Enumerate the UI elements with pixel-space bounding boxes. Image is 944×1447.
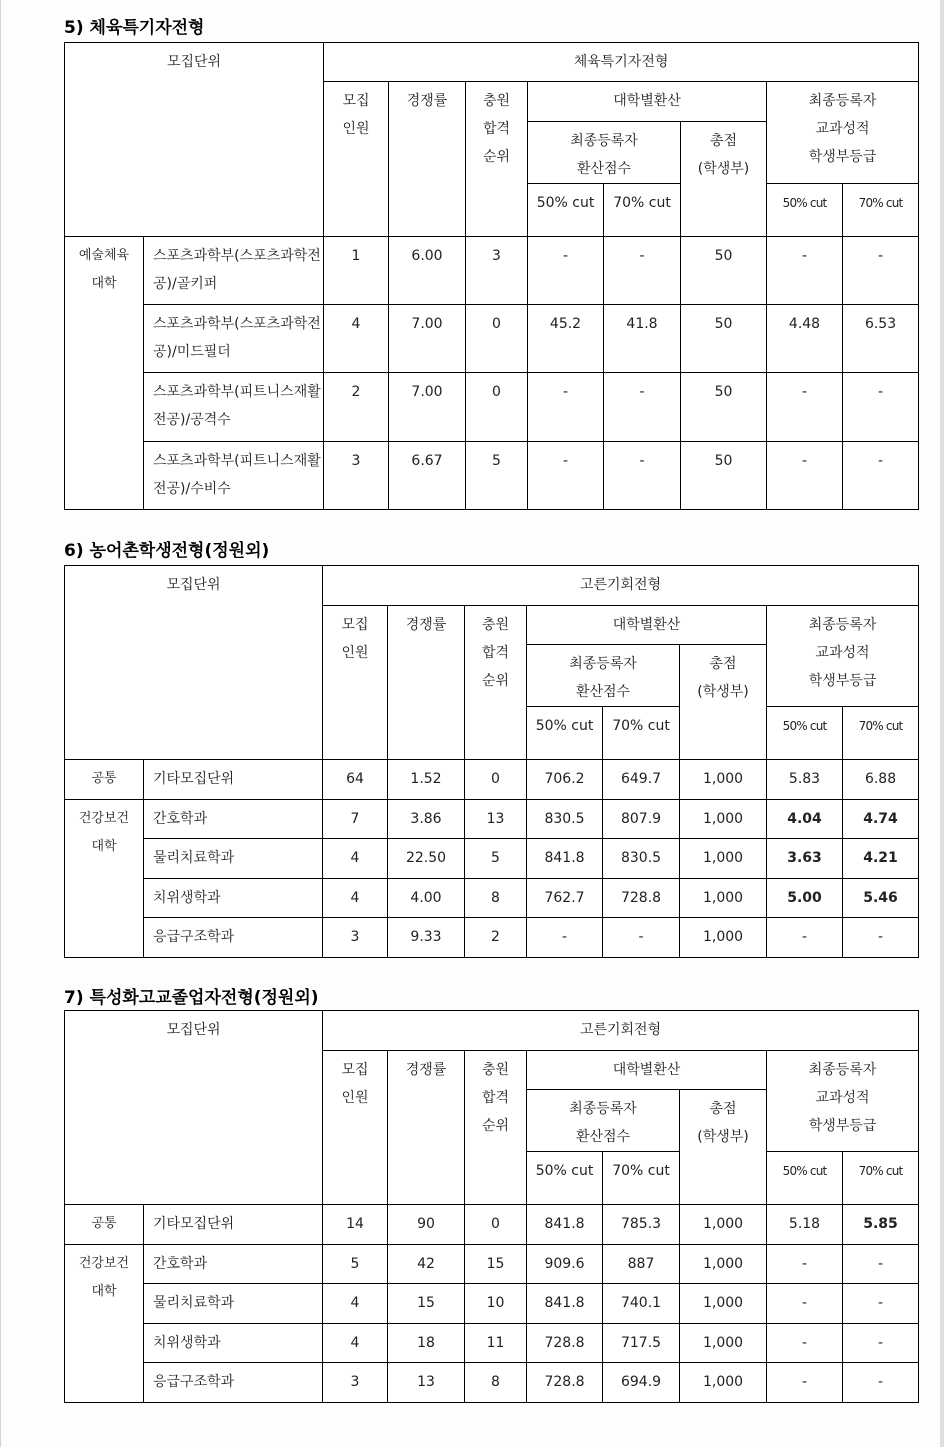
rank-cell: 11 (465, 1324, 527, 1363)
grade50-cell: - (767, 237, 843, 305)
rank-cell: 0 (466, 305, 528, 373)
recruit-cell: 14 (323, 1205, 388, 1245)
header-recruit-unit: 모집단위 (65, 566, 323, 760)
header-waitlist-rank: 충원 합격 순위 (466, 82, 528, 237)
table-row (65, 373, 919, 442)
total-cell: 1,000 (680, 1324, 767, 1363)
unit-cell: 스포츠과학부(스포츠과학전공)/미드필더 (144, 305, 324, 373)
header-admission-type: 고른기회전형 (323, 566, 919, 606)
grade50-cell: - (767, 1245, 843, 1284)
total-cell: 1,000 (680, 800, 767, 839)
total-cell: 50 (681, 237, 767, 305)
header-grade-cut50: 50% cut (767, 707, 843, 760)
total-cell: 1,000 (680, 1284, 767, 1324)
grade70-cell: - (843, 918, 919, 958)
cut70-cell: 728.8 (603, 879, 680, 918)
cut70-cell: 740.1 (603, 1284, 680, 1324)
header-cut50: 50% cut (527, 1152, 603, 1205)
grade50-cell: 5.83 (767, 760, 843, 800)
total-cell: 1,000 (680, 879, 767, 918)
table-row (65, 800, 919, 839)
recruit-cell: 4 (323, 1324, 388, 1363)
grade50-cell: 5.00 (767, 879, 843, 918)
rank-cell: 5 (466, 442, 528, 510)
rate-cell: 7.00 (389, 305, 466, 373)
rate-cell: 90 (388, 1205, 465, 1245)
rank-cell: 15 (465, 1245, 527, 1284)
header-cut50: 50% cut (527, 707, 603, 760)
section-title: 5) 체육특기자전형 (64, 18, 205, 38)
header-final-reg-grade: 최종등록자 교과성적 학생부등급 (767, 82, 919, 184)
cut50-cell: - (527, 918, 603, 958)
grade50-cell: - (767, 918, 843, 958)
header-recruit-count: 모집 인원 (323, 1051, 388, 1205)
grade70-cell: - (843, 237, 919, 305)
college-cell: 공통 (65, 760, 144, 800)
header-final-reg-score: 최종등록자 환산점수 (528, 122, 681, 184)
header-recruit-count: 모집 인원 (324, 82, 389, 237)
cut70-cell: - (604, 373, 681, 442)
header-waitlist-rank: 충원 합격 순위 (465, 1051, 527, 1205)
header-grade-cut70: 70% cut (843, 707, 919, 760)
admission-table (64, 565, 919, 958)
header-admission-type: 고른기회전형 (323, 1011, 919, 1051)
college-cell: 공통 (65, 1205, 144, 1245)
cut50-cell: 728.8 (527, 1324, 603, 1363)
header-grade-cut70: 70% cut (843, 184, 919, 237)
rank-cell: 10 (465, 1284, 527, 1324)
grade70-cell: - (843, 373, 919, 442)
cut70-cell: 830.5 (603, 839, 680, 879)
cut70-cell: - (604, 442, 681, 510)
header-admission-type: 체육특기자전형 (324, 43, 919, 82)
table-row (65, 442, 919, 510)
grade70-cell: - (843, 1363, 919, 1403)
header-waitlist-rank: 충원 합격 순위 (465, 606, 527, 760)
recruit-cell: 3 (323, 918, 388, 958)
grade70-cell: 4.74 (843, 800, 919, 839)
table-row (65, 918, 919, 958)
recruit-cell: 4 (323, 1284, 388, 1324)
rank-cell: 8 (465, 1363, 527, 1403)
rate-cell: 18 (388, 1324, 465, 1363)
grade70-cell: - (843, 1245, 919, 1284)
cut50-cell: 841.8 (527, 1284, 603, 1324)
grade70-cell: - (843, 1284, 919, 1324)
total-cell: 50 (681, 305, 767, 373)
grade50-cell: 4.48 (767, 305, 843, 373)
header-grade-cut50: 50% cut (767, 184, 843, 237)
grade50-cell: - (767, 373, 843, 442)
total-cell: 1,000 (680, 1363, 767, 1403)
unit-cell: 기타모집단위 (144, 1205, 323, 1245)
unit-cell: 치위생학과 (144, 1324, 323, 1363)
section-title: 6) 농어촌학생전형(정원외) (64, 541, 270, 561)
grade70-cell: 6.88 (843, 760, 919, 800)
header-recruit-count: 모집 인원 (323, 606, 388, 760)
header-competition-rate: 경쟁률 (388, 1051, 465, 1205)
header-univ-conversion: 대학별환산 (527, 606, 767, 645)
grade50-cell: 3.63 (767, 839, 843, 879)
cut70-cell: 717.5 (603, 1324, 680, 1363)
header-univ-conversion: 대학별환산 (527, 1051, 767, 1090)
header-competition-rate: 경쟁률 (389, 82, 466, 237)
table-row (65, 1205, 919, 1245)
grade70-cell: - (843, 1324, 919, 1363)
rate-cell: 3.86 (388, 800, 465, 839)
recruit-cell: 3 (323, 1363, 388, 1403)
grade50-cell: - (767, 1284, 843, 1324)
grade70-cell: 5.46 (843, 879, 919, 918)
total-cell: 1,000 (680, 839, 767, 879)
admission-table (64, 1010, 919, 1403)
cut70-cell: 649.7 (603, 760, 680, 800)
table-row (65, 237, 919, 305)
cut50-cell: 706.2 (527, 760, 603, 800)
header-univ-conversion: 대학별환산 (528, 82, 767, 122)
cut50-cell: - (528, 237, 604, 305)
recruit-cell: 1 (324, 237, 389, 305)
total-cell: 1,000 (680, 1205, 767, 1245)
header-total-score: 총점 (학생부) (681, 122, 767, 237)
total-cell: 1,000 (680, 760, 767, 800)
rate-cell: 6.00 (389, 237, 466, 305)
college-cell: 건강보건 대학 (65, 1245, 144, 1403)
grade70-cell: 4.21 (843, 839, 919, 879)
cut70-cell: 807.9 (603, 800, 680, 839)
cut50-cell: - (528, 373, 604, 442)
header-cut50: 50% cut (528, 184, 604, 237)
recruit-cell: 5 (323, 1245, 388, 1284)
header-grade-cut70: 70% cut (843, 1152, 919, 1205)
cut70-cell: - (604, 237, 681, 305)
grade70-cell: - (843, 442, 919, 510)
header-cut70: 70% cut (603, 1152, 680, 1205)
rate-cell: 7.00 (389, 373, 466, 442)
rank-cell: 0 (465, 760, 527, 800)
college-cell: 건강보건 대학 (65, 800, 144, 958)
recruit-cell: 4 (323, 839, 388, 879)
cut70-cell: 887 (603, 1245, 680, 1284)
total-cell: 50 (681, 373, 767, 442)
grade70-cell: 6.53 (843, 305, 919, 373)
college-cell: 예술체육 대학 (65, 237, 144, 510)
rate-cell: 22.50 (388, 839, 465, 879)
cut50-cell: 909.6 (527, 1245, 603, 1284)
rate-cell: 4.00 (388, 879, 465, 918)
cut70-cell: 694.9 (603, 1363, 680, 1403)
rate-cell: 42 (388, 1245, 465, 1284)
section-sports-specialist (64, 17, 919, 510)
rank-cell: 3 (466, 237, 528, 305)
recruit-cell: 64 (323, 760, 388, 800)
total-cell: 1,000 (680, 1245, 767, 1284)
header-competition-rate: 경쟁률 (388, 606, 465, 760)
header-recruit-unit: 모집단위 (65, 43, 324, 237)
rank-cell: 0 (465, 1205, 527, 1245)
unit-cell: 간호학과 (144, 1245, 323, 1284)
page-left-border (0, 0, 1, 1447)
header-final-reg-grade: 최종등록자 교과성적 학생부등급 (767, 606, 919, 707)
unit-cell: 스포츠과학부(피트니스재활전공)/수비수 (144, 442, 324, 510)
header-total-score: 총점 (학생부) (680, 645, 767, 760)
unit-cell: 물리치료학과 (144, 839, 323, 879)
rank-cell: 13 (465, 800, 527, 839)
unit-cell: 응급구조학과 (144, 1363, 323, 1403)
grade50-cell: 4.04 (767, 800, 843, 839)
recruit-cell: 4 (323, 879, 388, 918)
table-row (65, 879, 919, 918)
cut50-cell: 45.2 (528, 305, 604, 373)
unit-cell: 응급구조학과 (144, 918, 323, 958)
unit-cell: 스포츠과학부(스포츠과학전공)/골키퍼 (144, 237, 324, 305)
page-scrollbar-track[interactable] (940, 0, 944, 1447)
cut70-cell: 41.8 (604, 305, 681, 373)
recruit-cell: 3 (324, 442, 389, 510)
rank-cell: 8 (465, 879, 527, 918)
cut50-cell: 728.8 (527, 1363, 603, 1403)
rate-cell: 13 (388, 1363, 465, 1403)
unit-cell: 물리치료학과 (144, 1284, 323, 1324)
header-total-score: 총점 (학생부) (680, 1090, 767, 1205)
cut50-cell: 841.8 (527, 1205, 603, 1245)
unit-cell: 스포츠과학부(피트니스재활전공)/공격수 (144, 373, 324, 442)
table-row (65, 1363, 919, 1403)
rate-cell: 1.52 (388, 760, 465, 800)
rate-cell: 15 (388, 1284, 465, 1324)
rate-cell: 6.67 (389, 442, 466, 510)
rank-cell: 5 (465, 839, 527, 879)
header-grade-cut50: 50% cut (767, 1152, 843, 1205)
section-specialized-highschool (64, 987, 919, 1403)
unit-cell: 치위생학과 (144, 879, 323, 918)
cut50-cell: 830.5 (527, 800, 603, 839)
cut70-cell: - (603, 918, 680, 958)
total-cell: 50 (681, 442, 767, 510)
unit-cell: 기타모집단위 (144, 760, 323, 800)
header-final-reg-score: 최종등록자 환산점수 (527, 1090, 680, 1152)
table-row (65, 305, 919, 373)
rate-cell: 9.33 (388, 918, 465, 958)
cut50-cell: 762.7 (527, 879, 603, 918)
header-cut70: 70% cut (604, 184, 681, 237)
recruit-cell: 7 (323, 800, 388, 839)
rank-cell: 0 (466, 373, 528, 442)
grade70-cell: 5.85 (843, 1205, 919, 1245)
table-row (65, 1245, 919, 1284)
total-cell: 1,000 (680, 918, 767, 958)
cut70-cell: 785.3 (603, 1205, 680, 1245)
grade50-cell: - (767, 1363, 843, 1403)
section-rural-students (64, 540, 919, 958)
recruit-cell: 2 (324, 373, 389, 442)
grade50-cell: - (767, 442, 843, 510)
section-title: 7) 특성화고교졸업자전형(정원외) (64, 988, 319, 1008)
table-row (65, 1284, 919, 1324)
recruit-cell: 4 (324, 305, 389, 373)
table-row (65, 839, 919, 879)
header-final-reg-score: 최종등록자 환산점수 (527, 645, 680, 707)
table-row (65, 760, 919, 800)
header-recruit-unit: 모집단위 (65, 1011, 323, 1205)
grade50-cell: 5.18 (767, 1205, 843, 1245)
cut50-cell: 841.8 (527, 839, 603, 879)
unit-cell: 간호학과 (144, 800, 323, 839)
cut50-cell: - (528, 442, 604, 510)
header-cut70: 70% cut (603, 707, 680, 760)
header-final-reg-grade: 최종등록자 교과성적 학생부등급 (767, 1051, 919, 1152)
rank-cell: 2 (465, 918, 527, 958)
table-row (65, 1324, 919, 1363)
grade50-cell: - (767, 1324, 843, 1363)
admission-table (64, 42, 919, 510)
